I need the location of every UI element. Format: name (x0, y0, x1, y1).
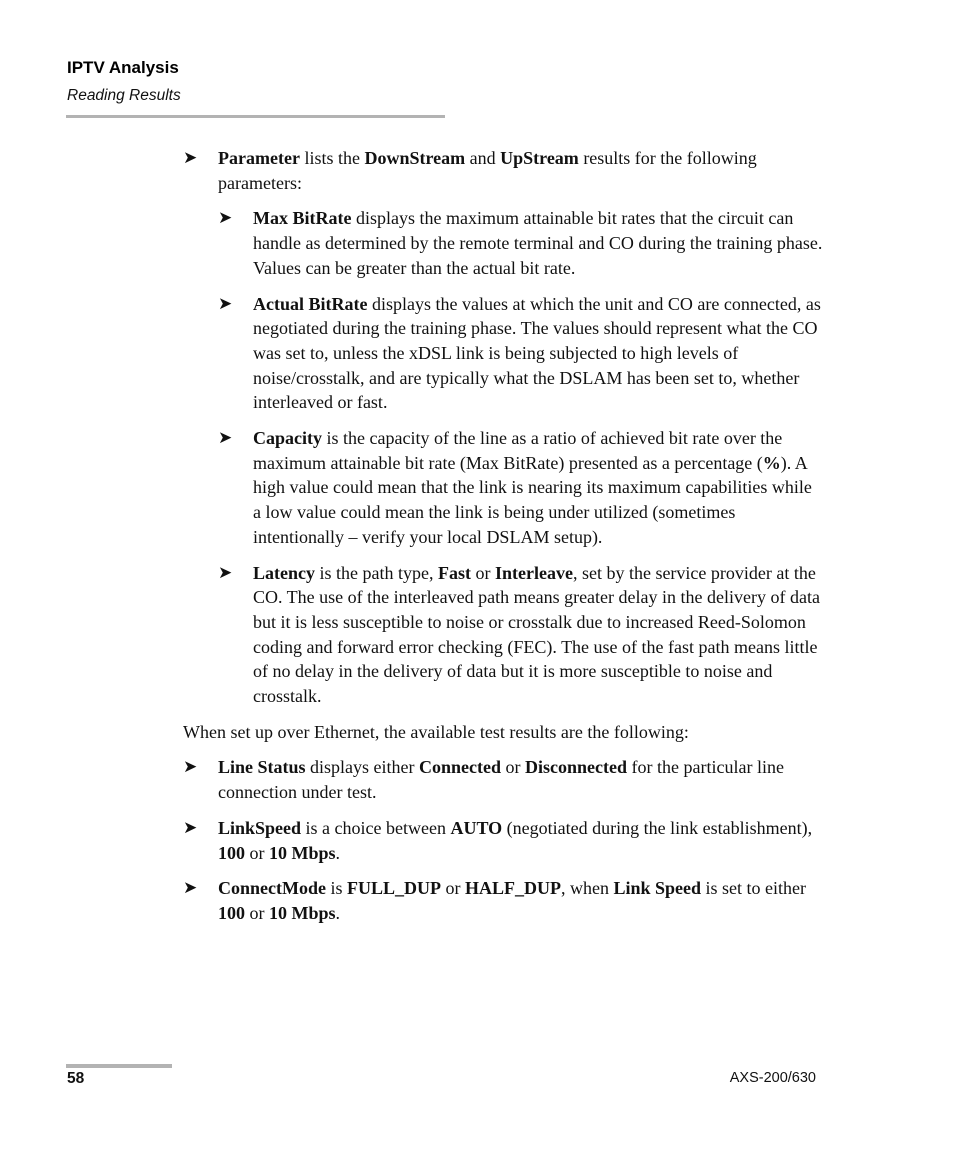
header-title: IPTV Analysis (67, 58, 179, 77)
text: lists the (299, 148, 365, 168)
term-fast: Fast (437, 562, 471, 583)
text: for the particular line connection under test. (218, 757, 784, 803)
term-interleave: Interleave (494, 562, 573, 583)
text: or (470, 562, 495, 583)
arrow-bullet-icon: ➤ (183, 817, 198, 837)
text: and (465, 148, 501, 168)
text: , when (561, 878, 614, 899)
term-connectmode: ConnectMode (218, 878, 326, 899)
arrow-bullet-icon: ➤ (183, 148, 198, 167)
text: is the path type, (315, 562, 438, 583)
bullet-latency (218, 561, 823, 709)
text: (negotiated during the link establishment), (502, 817, 813, 838)
text: is a choice between (301, 817, 451, 838)
text: displays the maximum attainable bit rates that the circuit can handle as determined by the remote terminal and CO during the training phase. Values can be greater than the actual bit rate. (253, 208, 823, 278)
text: is (325, 878, 347, 899)
term-100: 100 (218, 902, 245, 923)
term-10-mbps: 10 Mbps (269, 842, 336, 863)
text: or (245, 842, 269, 863)
bullet-actual-bitrate (218, 292, 823, 416)
page-number: 58 (67, 1070, 85, 1087)
arrow-bullet-icon: ➤ (183, 878, 198, 898)
term-latency: Latency (253, 562, 315, 583)
term-connected: Connected (419, 757, 502, 778)
text: . (335, 902, 341, 923)
page-content (183, 146, 823, 937)
header-rule (66, 115, 445, 118)
parameter-sublist (218, 206, 823, 708)
text: . (335, 842, 341, 863)
term-auto: AUTO (450, 817, 503, 838)
text: displays either (305, 757, 420, 778)
bullet-max-bitrate (218, 206, 823, 280)
text: results for the following parameters: (218, 148, 757, 193)
term-downstream: DownStream (364, 148, 466, 168)
term-half-dup: HALF_DUP (465, 878, 561, 899)
term-full-dup: FULL_DUP (347, 878, 441, 899)
term-capacity: Capacity (253, 428, 322, 449)
bullet-capacity (218, 426, 823, 550)
bullet-connect-mode (183, 876, 823, 925)
header-subtitle: Reading Results (67, 87, 181, 104)
term-percent: % (762, 452, 781, 473)
term-parameter: Parameter (218, 148, 300, 168)
arrow-bullet-icon: ➤ (218, 562, 233, 582)
text: or (441, 878, 465, 899)
arrow-bullet-icon: ➤ (218, 428, 233, 448)
term-upstream: UpStream (500, 148, 579, 168)
arrow-bullet-icon: ➤ (218, 293, 233, 313)
text: is the capacity of the line as a ratio of achieved bit rate over the maximum attainable bit rate (Max BitRate) presented as a percentage ( (253, 428, 783, 473)
term-disconnected: Disconnected (525, 757, 628, 778)
text: ). A high value could mean that the link is nearing its maximum capabilities while a low value could mean the link is being under utilized (sometimes intentionally – verify your local DSLAM setup). (253, 452, 812, 547)
text: is set to either (701, 878, 807, 899)
term-link-speed: Link Speed (613, 878, 702, 899)
arrow-bullet-icon: ➤ (218, 208, 233, 228)
term-max-bitrate: Max BitRate (253, 208, 352, 229)
term-10-mbps: 10 Mbps (269, 902, 336, 923)
text: or (245, 902, 269, 923)
term-100: 100 (218, 842, 245, 863)
text: , set by the service provider at the CO. The use of the interleaved path means greater delay in the delivery of data but it is less susceptible to noise or crosstalk due to increased Reed-Solomon coding and forward error checking (FEC). The use of the fast path means little of no delay in the delivery of data but it is more susceptible to noise and crosstalk. (253, 562, 820, 707)
footer-model: AXS-200/630 (729, 1070, 816, 1086)
text: displays the values at which the unit and CO are connected, as negotiated during the training phase. The values should represent what the CO was set to, unless the xDSL link is being subjected to high levels of noise/crosstalk, and are typically what the DSLAM has been set to, whether interleaved or fast. (253, 293, 821, 413)
term-actual-bitrate: Actual BitRate (253, 293, 368, 314)
bullet-line-status (183, 755, 823, 804)
text: or (501, 757, 526, 778)
bullet-link-speed (183, 816, 823, 865)
bullet-parameter (183, 146, 823, 709)
footer-rule (66, 1064, 172, 1068)
ethernet-intro: When set up over Ethernet, the available test results are the following: (183, 721, 689, 742)
term-linkspeed: LinkSpeed (218, 817, 302, 838)
term-line-status: Line Status (218, 757, 306, 778)
arrow-bullet-icon: ➤ (183, 757, 198, 777)
